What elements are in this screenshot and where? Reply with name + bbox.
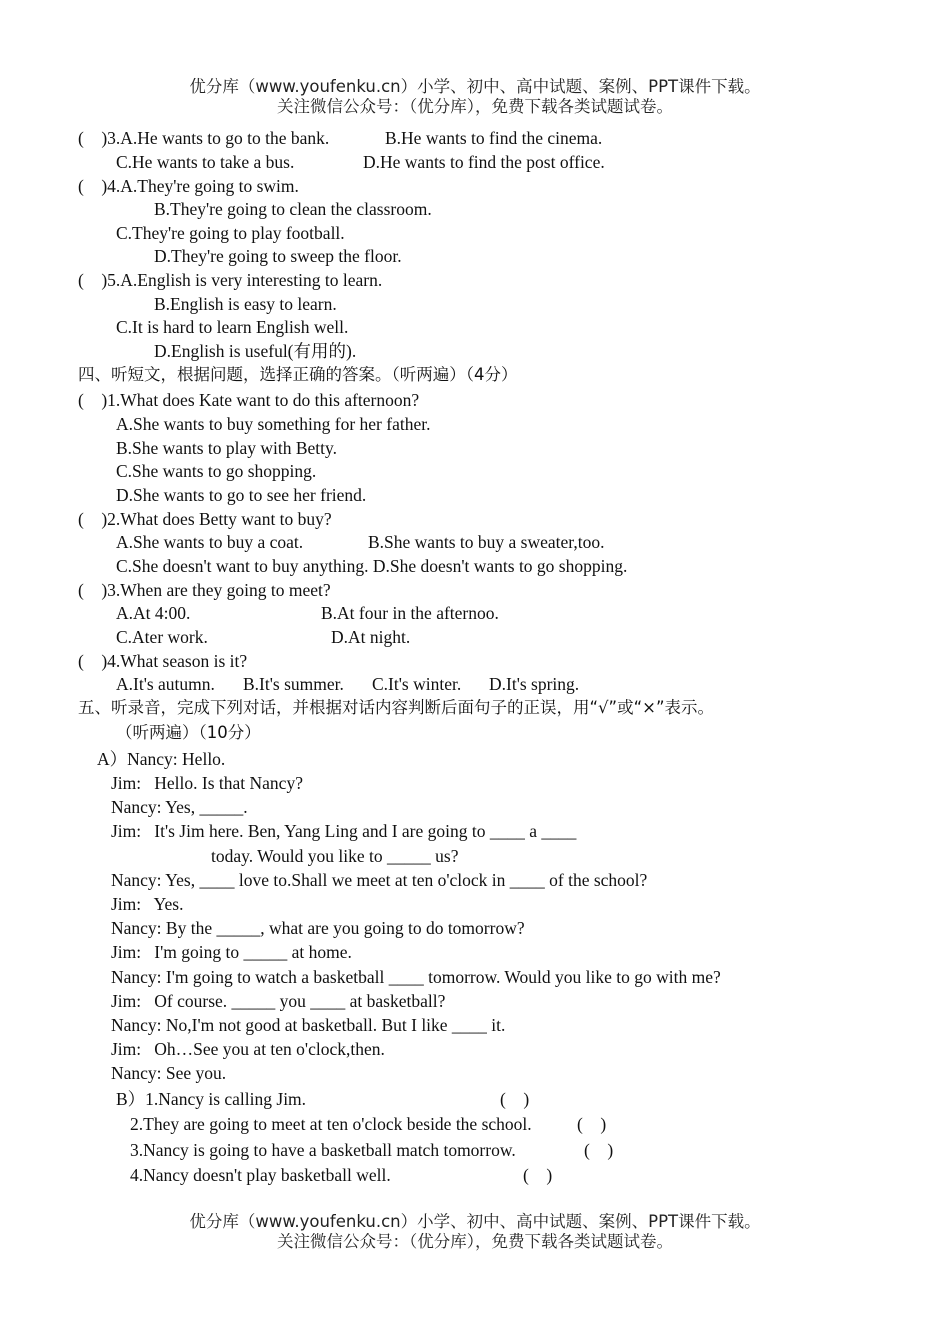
p4-q2-option-c: C.She doesn't want to buy anything. D.She doesn't wants to go shopping. (116, 556, 628, 576)
part5-title: 五、听录音，完成下列对话，并根据对话内容判断后面句子的正误，用“√”或“×”表示。 (78, 698, 715, 717)
dialogue-line: Jim: I'm going to _____ at home. (111, 942, 352, 962)
p4-q1-option-b: B.She wants to play with Betty. (116, 438, 338, 458)
dialogue-line: Nancy: No,I'm not good at basketball. But I like ____ it. (111, 1015, 506, 1035)
p3-q3-option-b: B.He wants to find the cinema. (385, 128, 603, 148)
dialogue-line: Nancy: Yes, ____ love to.Shall we meet at ten o'clock in ____ of the school? (111, 870, 648, 890)
p3-q3-stem: ( )3.A.He wants to go to the bank. (78, 128, 330, 148)
p3-q4-option-d: D.They're going to sweep the floor. (154, 246, 402, 266)
part4-title: 四、听短文，根据问题，选择正确的答案。（听两遍）（4分） (78, 365, 518, 384)
dialogue-line: Nancy: I'm going to watch a basketball ____ tomorrow. Would you like to go with me? (111, 967, 721, 987)
dialogue-line: Jim: Oh…See you at ten o'clock,then. (111, 1039, 385, 1059)
judge-statement: 2.They are going to meet at ten o'clock beside the school. (130, 1114, 532, 1134)
dialogue-line: A）Nancy: Hello. (97, 749, 226, 769)
p3-q4-option-b: B.They're going to clean the classroom. (154, 199, 432, 219)
p4-q4-option-c: C.It's winter. (372, 674, 462, 694)
p3-q5-stem: ( )5.A.English is very interesting to learn. (78, 270, 383, 290)
dialogue-line: today. Would you like to _____ us? (211, 846, 459, 866)
header-line-2: 关注微信公众号：（优分库），免费下载各类试题试卷。 (277, 97, 673, 116)
p4-q1-option-c: C.She wants to go shopping. (116, 461, 317, 481)
p4-q3-option-c: C.Ater work. (116, 627, 208, 647)
p3-q5-option-b: B.English is easy to learn. (154, 294, 337, 314)
p3-q3-option-c: C.He wants to take a bus. (116, 152, 295, 172)
p4-q1-stem: ( )1.What does Kate want to do this afternoon? (78, 390, 420, 410)
judge-answer-paren: ( ) (500, 1089, 530, 1109)
p3-q3-option-d: D.He wants to find the post office. (363, 152, 605, 172)
p4-q2-option-a: A.She wants to buy a coat. (116, 532, 304, 552)
judge-statement: 3.Nancy is going to have a basketball match tomorrow. (130, 1140, 516, 1160)
p4-q2-stem: ( )2.What does Betty want to buy? (78, 509, 332, 529)
part5-subtitle: （听两遍）（10分） (116, 723, 261, 742)
dialogue-line: Jim: It's Jim here. Ben, Yang Ling and I are going to ____ a ____ (111, 821, 577, 841)
p4-q4-option-a: A.It's autumn. (116, 674, 215, 694)
p3-q5-option-d: D.English is useful(有用的). (154, 341, 357, 361)
dialogue-line: Nancy: By the _____, what are you going to do tomorrow? (111, 918, 525, 938)
judge-answer-paren: ( ) (577, 1114, 607, 1134)
header-line-1: 优分库（www.youfenku.cn）小学、初中、高中试题、案例、PPT课件下载。 (189, 77, 761, 96)
dialogue-line: Nancy: Yes, _____. (111, 797, 248, 817)
footer-line-2: 关注微信公众号：（优分库），免费下载各类试题试卷。 (277, 1232, 673, 1251)
judge-answer-paren: ( ) (523, 1165, 553, 1185)
judge-answer-paren: ( ) (584, 1140, 614, 1160)
judge-statement: B）1.Nancy is calling Jim. (116, 1089, 307, 1109)
p4-q1-option-a: A.She wants to buy something for her father. (116, 414, 431, 434)
p4-q1-option-d: D.She wants to go to see her friend. (116, 485, 367, 505)
footer-line-1: 优分库（www.youfenku.cn）小学、初中、高中试题、案例、PPT课件下载。 (189, 1212, 761, 1231)
p4-q3-option-a: A.At 4:00. (116, 603, 191, 623)
p4-q3-stem: ( )3.When are they going to meet? (78, 580, 331, 600)
p4-q4-option-b: B.It's summer. (243, 674, 344, 694)
p3-q5-option-c: C.It is hard to learn English well. (116, 317, 349, 337)
dialogue-line: Jim: Hello. Is that Nancy? (111, 773, 303, 793)
p4-q2-option-b: B.She wants to buy a sweater,too. (368, 532, 605, 552)
dialogue-line: Jim: Of course. _____ you ____ at basketball? (111, 991, 446, 1011)
dialogue-line: Nancy: See you. (111, 1063, 227, 1083)
p4-q4-option-d: D.It's spring. (489, 674, 580, 694)
p4-q3-option-d: D.At night. (331, 627, 411, 647)
p4-q3-option-b: B.At four in the afternoo. (321, 603, 499, 623)
dialogue-line: Jim: Yes. (111, 894, 184, 914)
p3-q4-stem: ( )4.A.They're going to swim. (78, 176, 299, 196)
judge-statement: 4.Nancy doesn't play basketball well. (130, 1165, 391, 1185)
p4-q4-stem: ( )4.What season is it? (78, 651, 248, 671)
p3-q4-option-c: C.They're going to play football. (116, 223, 345, 243)
